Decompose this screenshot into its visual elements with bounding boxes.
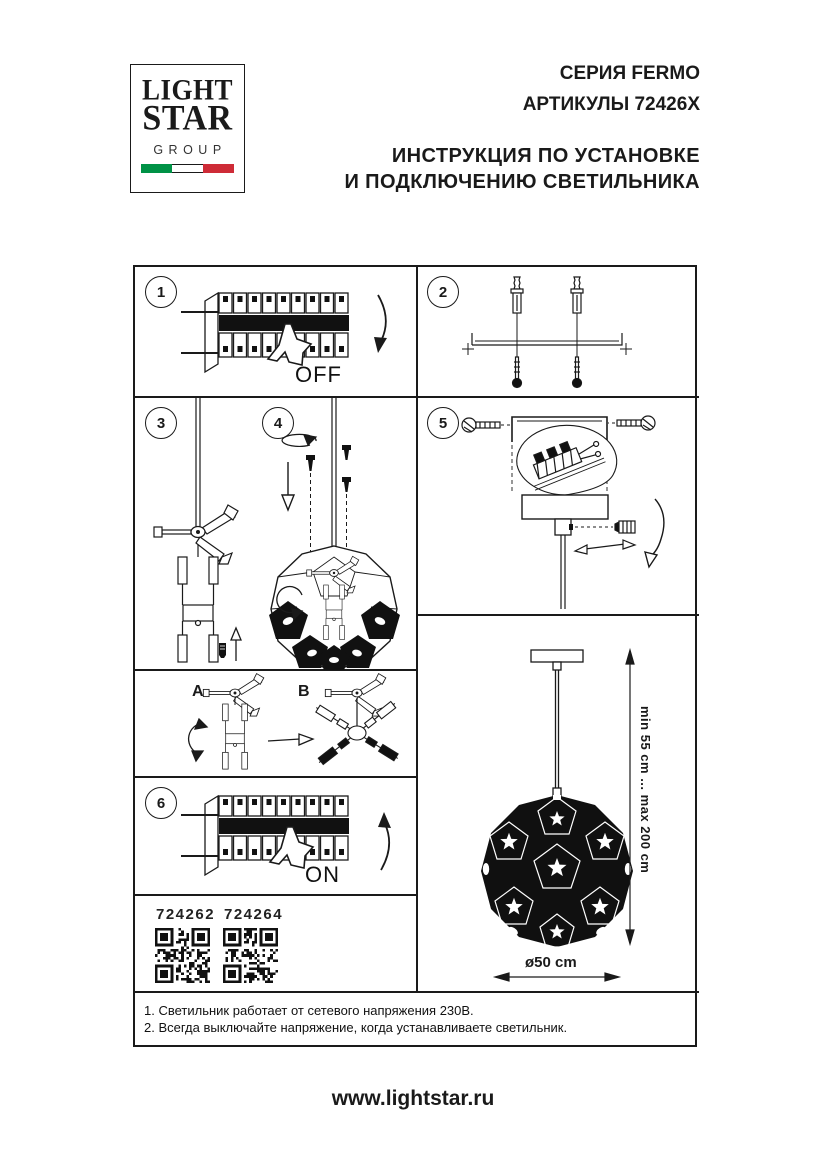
step-number-6: 6 bbox=[145, 787, 177, 819]
screw-icon bbox=[513, 357, 522, 388]
rotate-arrow-icon bbox=[189, 719, 207, 761]
unfolded-arms-icon bbox=[314, 674, 400, 766]
qr-code-724264 bbox=[223, 928, 278, 983]
panel-ab-unfold-arms bbox=[135, 671, 417, 777]
height-dimension-line bbox=[626, 650, 634, 944]
arrow-right-icon bbox=[268, 734, 313, 745]
step-number-4: 4 bbox=[262, 407, 294, 439]
breaker-switch-band bbox=[219, 818, 349, 834]
height-range-label: min 55 cm ... max 200 cm bbox=[638, 706, 653, 874]
articles-title: АРТИКУЛЫ 72426X bbox=[522, 94, 700, 115]
set-screw-icon bbox=[615, 521, 635, 533]
arrow-down-icon bbox=[374, 295, 387, 353]
breaker-on-drawing bbox=[135, 778, 417, 894]
faceted-shade-black-icon bbox=[481, 795, 633, 947]
ceiling-mount-drawing bbox=[417, 397, 699, 615]
diameter-dimension-line bbox=[495, 973, 619, 981]
arrow-up-icon bbox=[231, 628, 241, 661]
screw-icon bbox=[573, 357, 582, 388]
note-2: 2. Всегда выключайте напряжение, когда устанавливаете светильник. bbox=[144, 1020, 568, 1035]
step-number-1: 1 bbox=[145, 276, 177, 308]
bulb-icon bbox=[219, 643, 226, 658]
arrow-down-outline-icon bbox=[282, 462, 294, 510]
screw-icon bbox=[306, 455, 315, 471]
screw-icon bbox=[617, 416, 655, 430]
document-header bbox=[240, 62, 700, 195]
arrow-up-icon bbox=[378, 812, 391, 870]
mounting-bracket-icon bbox=[462, 333, 632, 355]
spider-sockets-drawing bbox=[135, 397, 250, 670]
rotate-arrow-icon bbox=[645, 499, 664, 567]
series-title: СЕРИЯ FERMO bbox=[559, 63, 700, 84]
canopy-icon bbox=[531, 650, 583, 662]
article-number-724264: 724264 bbox=[224, 906, 284, 923]
step2-panel-hardware bbox=[417, 267, 699, 397]
variant-b-label: B bbox=[298, 683, 310, 700]
on-label: ON bbox=[305, 862, 340, 887]
step-number-5: 5 bbox=[427, 407, 459, 439]
step3-panel-spider bbox=[135, 397, 250, 670]
faceted-shade-icon bbox=[269, 546, 400, 670]
website-link: www.lightstar.ru bbox=[331, 1087, 495, 1110]
step6-panel-power-on bbox=[135, 778, 417, 894]
panel-article-qr bbox=[135, 896, 417, 991]
unfold-arms-drawing bbox=[135, 671, 417, 777]
breaker-off-drawing bbox=[135, 267, 417, 397]
step4-panel-shade-assembly bbox=[250, 397, 417, 670]
step-number-2: 2 bbox=[427, 276, 459, 308]
qr-code-724262 bbox=[155, 928, 210, 983]
instruction-diagram-grid bbox=[133, 265, 697, 1047]
logo-word-star: STAR bbox=[142, 99, 233, 138]
instruction-title-line1: ИНСТРУКЦИЯ ПО УСТАНОВКЕ bbox=[391, 145, 700, 167]
bracket-anchors-drawing bbox=[417, 267, 699, 397]
lightstar-logo bbox=[130, 64, 245, 193]
safety-notes bbox=[135, 993, 699, 1049]
wall-anchor-icon bbox=[511, 277, 523, 313]
italian-flag-icon bbox=[141, 164, 235, 173]
note-1: 1. Светильник работает от сетевого напряжения 230В. bbox=[144, 1003, 474, 1018]
logo-word-light: LIGHT bbox=[141, 73, 234, 107]
canopy-icon bbox=[522, 495, 608, 519]
shade-assembly-drawing bbox=[250, 397, 417, 670]
step-number-3: 3 bbox=[145, 407, 177, 439]
screw-icon bbox=[342, 445, 351, 492]
instruction-title-line2: И ПОДКЛЮЧЕНИЮ СВЕТИЛЬНИКА bbox=[344, 171, 700, 193]
wall-anchor-icon bbox=[571, 277, 583, 313]
screw-icon bbox=[462, 418, 500, 432]
off-label: OFF bbox=[295, 362, 342, 387]
step5-panel-ceiling-mount bbox=[417, 397, 699, 615]
panel-pendant-dimensions bbox=[417, 616, 699, 991]
diameter-label: ø50 cm bbox=[525, 954, 577, 971]
arrow-horizontal-icon bbox=[575, 540, 635, 554]
step1-panel-power-off bbox=[135, 267, 417, 397]
logo-word-group: GROUP bbox=[153, 143, 227, 157]
pendant-lamp-drawing bbox=[417, 616, 699, 991]
rotate-arrow-icon bbox=[282, 434, 316, 446]
terminal-block-detail bbox=[517, 425, 617, 495]
variant-a-label: A bbox=[192, 683, 204, 700]
article-number-724262: 724262 bbox=[156, 906, 216, 923]
